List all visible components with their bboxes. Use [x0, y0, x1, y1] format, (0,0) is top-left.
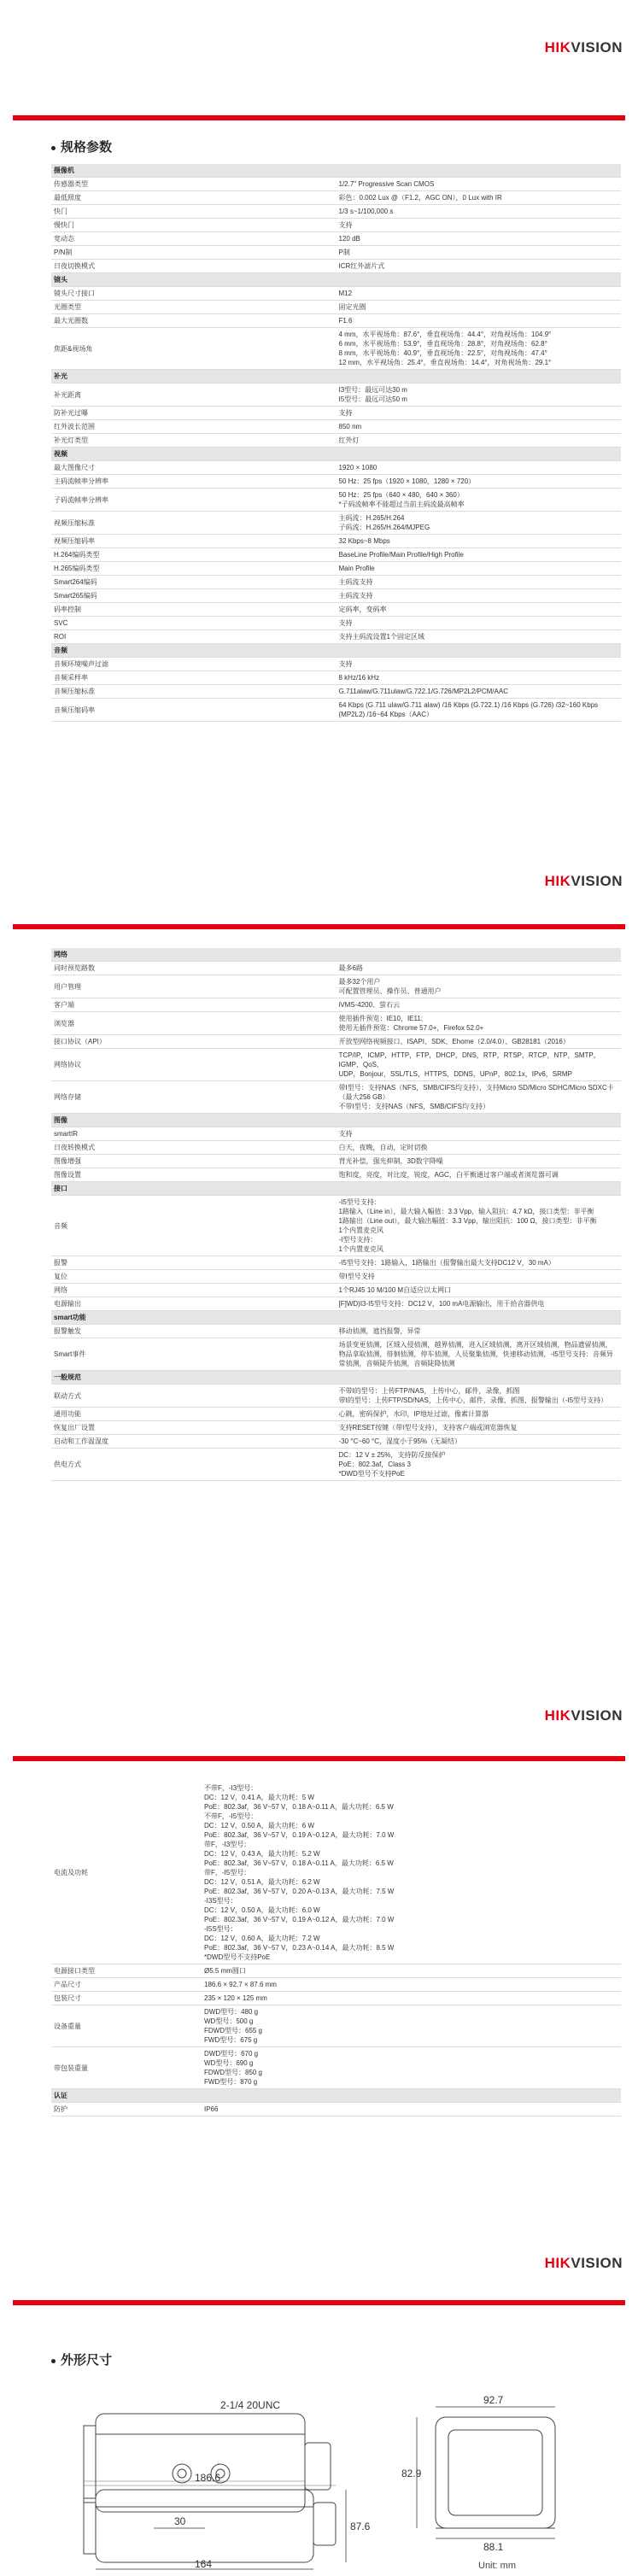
- spec-key: ROI: [51, 630, 337, 644]
- spec-value-line: 支持: [338, 1130, 353, 1138]
- spec-value-line: 最多6路: [338, 964, 363, 972]
- spec-value-line: DC：12 V，0.41 A，最大功耗：5 W: [204, 1794, 314, 1801]
- spec-value-line: 主码流支持: [338, 578, 373, 586]
- spec-key: 视频压缩标准: [51, 512, 337, 535]
- spec-value-line: DC：12 V，0.50 A，最大功耗：6 W: [204, 1822, 314, 1830]
- dim-164: 164: [195, 2558, 213, 2570]
- spec-value-line: 最多32个用户: [338, 978, 381, 986]
- spec-value-line: 1个内置麦克风: [338, 1227, 383, 1234]
- spec-key: 音频压缩码率: [51, 699, 337, 722]
- spec-value-line: 32 Kbps~8 Mbps: [338, 537, 390, 545]
- spec-category: 补光: [51, 370, 621, 383]
- spec-value-line: 支持: [338, 660, 353, 668]
- spec-value-line: 支持: [338, 619, 353, 627]
- spec-value-line: DC：12 V ± 25%，支持防反接保护: [338, 1451, 446, 1459]
- spec-value-line: PoE：802.3af，Class 3: [338, 1461, 411, 1468]
- spec-value-line: 1/3 s~1/100,000 s: [338, 208, 394, 215]
- spec-key: 通用功能: [51, 1408, 337, 1421]
- spec-key: 用户管理: [51, 975, 337, 998]
- spec-value-line: F1.6: [338, 317, 353, 325]
- spec-value-line: 186.6 × 92.7 × 87.6 mm: [204, 1981, 277, 1988]
- spec-value-line: 使用无插件预览：Chrome 57.0+，Firefox 52.0+: [338, 1024, 484, 1032]
- spec-key: 同时预览路数: [51, 962, 337, 975]
- spec-value-line: 背光补偿，强光抑制，3D数字降噪: [338, 1157, 443, 1165]
- spec-value-line: DC：12 V，0.50 A，最大功耗：6.0 W: [204, 1906, 320, 1914]
- spec-category: 视频: [51, 448, 621, 461]
- spec-key: 日夜切换模式: [51, 260, 337, 273]
- spec-value-line: 850 nm: [338, 423, 362, 430]
- spec-category: 音频: [51, 644, 621, 658]
- spec-key: 传感器类型: [51, 178, 337, 191]
- spec-key: 电源输出: [51, 1297, 337, 1311]
- spec-key: 最大光圈数: [51, 314, 337, 328]
- spec-key: 电流及功耗: [51, 1782, 202, 1964]
- spec-category: 一般规范: [51, 1371, 621, 1385]
- spec-value-line: 64 Kbps (G.711 ulaw/G.711 alaw) /16 Kbps (G.722.1) /16 Kbps (G.726) /32~160 Kbps (MP2L2) /16~64 Kbps（AAC）: [338, 701, 599, 718]
- spec-value-line: 50 Hz：25 fps（640 × 480，640 × 360）: [338, 491, 464, 499]
- spec-value-line: 1/2.7" Progressive Scan CMOS: [338, 180, 435, 188]
- spec-key: 防补光过曝: [51, 407, 337, 420]
- spec-value-line: 8 mm，水平视场角：40.9°，垂直视场角：22.5°，对角视场角：47.4°: [338, 349, 547, 357]
- spec-value-line: DC：12 V，0.60 A，最大功耗：7.2 W: [204, 1935, 320, 1942]
- spec-key: 复位: [51, 1270, 337, 1284]
- spec-value-line: PoE：802.3af，36 V~57 V，0.18 A~0.11 A，最大功耗：6.5 W: [204, 1859, 394, 1867]
- spec-key: 音频压缩标准: [51, 685, 337, 699]
- spec-category: 图像: [51, 1114, 621, 1127]
- spec-key: 慢快门: [51, 219, 337, 232]
- spec-value-line: BaseLine Profile/Main Profile/High Profile: [338, 551, 464, 559]
- spec-key: 报警: [51, 1256, 337, 1270]
- spec-value-line: 不带I型号：支持NAS（NFS，SMB/CIFS均支持）: [338, 1103, 489, 1110]
- camera-side-lower-outline: [96, 2490, 313, 2562]
- dim-186: 186.6: [195, 2472, 221, 2484]
- spec-value-line: 120 dB: [338, 235, 360, 243]
- spec-key: 联动方式: [51, 1385, 337, 1408]
- spec-key: 网络协议: [51, 1049, 337, 1081]
- dim-927: 92.7: [483, 2394, 504, 2406]
- spec-key: 音频采样率: [51, 671, 337, 685]
- spec-key: 码率控制: [51, 603, 337, 617]
- spec-value-line: TCP/IP，ICMP，HTTP，FTP，DHCP，DNS，RTP，RTSP，RTCP，NTP，SMTP，IGMP，QoS，: [338, 1051, 600, 1068]
- spec-value-line: 带I型号：支持NAS（NFS，SMB/CIFS均支持），支持Micro SD/Micro SDHC/Micro SDXC卡（最大256 GB）: [338, 1084, 614, 1101]
- spec-value-line: DC：12 V，0.43 A，最大功耗：5.2 W: [204, 1850, 320, 1858]
- spec-key: 快门: [51, 205, 337, 219]
- spec-value-line: 带F，-I5型号：: [204, 1869, 251, 1876]
- spec-category: 摄像机: [51, 164, 621, 178]
- spec-value-line: PoE：802.3af，36 V~57 V，0.20 A~0.13 A，最大功耗：7.5 W: [204, 1888, 395, 1895]
- spec-key: 设备重量: [51, 2005, 202, 2047]
- spec-value-line: PoE：802.3af，36 V~57 V，0.23 A~0.14 A，最大功耗：8.5 W: [204, 1944, 395, 1952]
- spec-key: 最低照度: [51, 191, 337, 205]
- camera-rear-block: [305, 2443, 331, 2490]
- spec-value-line: FDWD型号：850 g: [204, 2069, 263, 2076]
- spec-value-line: *子码流帧率不能超过当前主码流最高帧率: [338, 501, 465, 508]
- spec-key: smartIR: [51, 1127, 337, 1141]
- spec-value-line: PoE：802.3af，36 V~57 V，0.19 A~0.12 A，最大功耗：7.0 W: [204, 1916, 395, 1923]
- spec-category: 镜头: [51, 273, 621, 287]
- camera-side-outline: [96, 2414, 305, 2512]
- spec-key: 音频环境噪声过滤: [51, 658, 337, 671]
- spec-key: 报警触发: [51, 1325, 337, 1338]
- spec-category: 认证: [51, 2089, 621, 2103]
- spec-value-line: 常侦测，音频陡升侦测，音频陡降侦测: [338, 1360, 455, 1367]
- spec-key: 主码流帧率分辨率: [51, 475, 337, 489]
- spec-value-line: Ø5.5 mm圆口: [204, 1967, 246, 1975]
- dim-876: 87.6: [350, 2520, 371, 2532]
- spec-key: 光圈类型: [51, 301, 337, 314]
- spec-value-line: -I5型号支持：1路输入，1路输出（报警输出最大支持DC12 V，30 mA）: [338, 1259, 555, 1267]
- spec-key: 图像增强: [51, 1155, 337, 1168]
- spec-value-line: 不带I的型号：上传FTP/NAS，上传中心，邮件，录像，抓图: [338, 1387, 520, 1395]
- spec-key: 产品尺寸: [51, 1978, 202, 1992]
- spec-value-line: 不带F，-I3型号：: [204, 1784, 258, 1792]
- spec-value-line: PoE：802.3af，36 V~57 V，0.18 A~0.11 A，最大功耗：6.5 W: [204, 1803, 394, 1811]
- hikvision-logo: HIKVISION: [544, 39, 623, 56]
- spec-value-line: 50 Hz：25 fps（1920 × 1080，1280 × 720）: [338, 477, 476, 485]
- spec-value-line: FWD型号：675 g: [204, 2036, 258, 2044]
- spec-key: 网络: [51, 1284, 337, 1297]
- spec-value-line: *DWD型号不支持PoE: [338, 1470, 405, 1478]
- spec-value-line: IP66: [204, 2105, 219, 2113]
- spec-key: 日夜转换模式: [51, 1141, 337, 1155]
- spec-key: 网络存储: [51, 1081, 337, 1114]
- mount-hole-1: [173, 2464, 191, 2483]
- spec-key: 防护: [51, 2103, 202, 2116]
- spec-key: SVC: [51, 617, 337, 630]
- spec-value-line: 1920 × 1080: [338, 464, 378, 471]
- section-title-dimensions: 外形尺寸: [51, 2351, 112, 2368]
- dim-881: 88.1: [483, 2541, 504, 2553]
- spec-value-line: 物品拿取侦测，徘徊侦测，停车侦测，人员聚集侦测，快速移动侦测，-I5型号支持：音频异: [338, 1350, 613, 1358]
- spec-key: H.265编码类型: [51, 562, 337, 576]
- spec-value-line: 固定光圈: [338, 303, 366, 311]
- spec-value-line: -I5型号支持：: [338, 1198, 381, 1206]
- spec-key: 图像设置: [51, 1168, 337, 1182]
- spec-value-line: iVMS-4200、萤石云: [338, 1001, 401, 1009]
- hikvision-logo: HIKVISION: [544, 2255, 623, 2271]
- spec-value-line: 定码率，变码率: [338, 606, 387, 613]
- spec-value-line: 白天，夜晚，自动，定时切换: [338, 1144, 428, 1151]
- spec-value-line: [F]WD)I3-I5型号支持：DC12 V，100 mA电源输出，用于拾音器供电: [338, 1300, 545, 1308]
- spec-value-line: 6 mm，水平视场角：53.9°，垂直视场角：28.8°，对角视场角：62.8°: [338, 340, 547, 348]
- dim-829: 82.9: [401, 2468, 422, 2479]
- spec-key: 浏览器: [51, 1012, 337, 1035]
- spec-value-line: ICR红外滤片式: [338, 262, 385, 270]
- spec-value-line: 8 kHz/16 kHz: [338, 674, 380, 682]
- spec-value-line: 1路输入（Line in），最大输入幅值：3.3 Vpp，输入阻抗：4.7 kΩ，接口类型：非平衡: [338, 1208, 594, 1215]
- spec-key: 宽动态: [51, 232, 337, 246]
- spec-key: 恢复出厂设置: [51, 1421, 337, 1435]
- spec-key: 客户端: [51, 998, 337, 1012]
- spec-value-line: -I3S型号：: [204, 1897, 237, 1905]
- spec-value-line: 可配置管理员、操作员、普通用户: [338, 987, 442, 995]
- spec-key: Smart264编码: [51, 576, 337, 589]
- spec-value-line: -I型号支持：: [338, 1236, 378, 1244]
- spec-value-line: FWD型号：870 g: [204, 2078, 258, 2086]
- spec-value-line: 4 mm，水平视场角：87.6°，垂直视场角：44.4°，对角视场角：104.9°: [338, 331, 552, 338]
- spec-value-line: 1个RJ45 10 M/100 M自适应以太网口: [338, 1286, 452, 1294]
- spec-key: 补光距离: [51, 383, 337, 407]
- spec-key: 供电方式: [51, 1449, 337, 1481]
- spec-value-line: WD型号：690 g: [204, 2059, 254, 2067]
- spec-value-line: DWD型号：480 g: [204, 2008, 259, 2016]
- spec-key: H.264编码类型: [51, 548, 337, 562]
- spec-category: 接口: [51, 1182, 621, 1196]
- spec-value-line: 12 mm，水平视场角：25.4°，垂直视场角：14.4°，对角视场角：29.1°: [338, 359, 552, 366]
- spec-value-line: 使用插件预览：IE10，IE11;: [338, 1015, 424, 1022]
- spec-key: 启动和工作温湿度: [51, 1435, 337, 1449]
- hikvision-logo: HIKVISION: [544, 873, 623, 889]
- spec-value-line: *DWD型号不支持PoE: [204, 1953, 271, 1961]
- spec-value-line: DWD型号：670 g: [204, 2050, 259, 2058]
- spec-value-line: 支持主码流设置1个固定区域: [338, 633, 424, 641]
- spec-key: 补光灯类型: [51, 434, 337, 448]
- dim-30: 30: [174, 2515, 186, 2527]
- spec-key: Smart事件: [51, 1338, 337, 1371]
- spec-value-line: -30 °C~60 °C，湿度小于95%（无凝结）: [338, 1437, 462, 1445]
- spec-value-line: I3型号：最远可达30 m: [338, 386, 407, 394]
- spec-value-line: 主码流支持: [338, 592, 373, 600]
- spec-value-line: PoE：802.3af，36 V~57 V，0.19 A~0.12 A，最大功耗：7.0 W: [204, 1831, 395, 1839]
- camera-front-cap: [84, 2426, 96, 2503]
- spec-key: 视频压缩码率: [51, 535, 337, 548]
- spec-value-line: FDWD型号：655 g: [204, 2027, 263, 2034]
- hikvision-logo: HIKVISION: [544, 1707, 623, 1724]
- spec-value-line: G.711alaw/G.711ulaw/G.722.1/G.726/MP2L2/PCM/AAC: [338, 688, 508, 695]
- unit-label: Unit: mm: [478, 2561, 516, 2571]
- spec-value-line: WD型号：500 g: [204, 2017, 254, 2025]
- spec-value-line: 带I的型号：上传FTP/SD/NAS，上传中心，邮件，录像，抓图，报警输出（-I5型号支持）: [338, 1396, 608, 1404]
- spec-value-line: 心跳，密码保护，水印，IP地址过滤，像素计算器: [338, 1410, 489, 1418]
- spec-key: 焦距&视场角: [51, 328, 337, 370]
- spec-value-line: 彩色：0.002 Lux @（F1.2，AGC ON），0 Lux with IR: [338, 194, 502, 202]
- spec-category: smart功能: [51, 1311, 621, 1325]
- spec-value-line: 主码流：H.265/H.264: [338, 514, 405, 522]
- spec-value-line: 场景变更侦测，区域入侵侦测，越界侦测，进入区域侦测，离开区域侦测，物品遗留侦测，: [338, 1341, 612, 1349]
- spec-key: Smart265编码: [51, 589, 337, 603]
- spec-value-line: 1路输出（Line out），最大输出幅值：3.3 Vpp，输出阻抗：100 Ω，接口类型：非平衡: [338, 1217, 597, 1225]
- spec-value-line: 支持: [338, 409, 353, 417]
- spec-value-line: 饱和度，亮度，对比度，锐度，AGC，白平衡通过客户端或者浏览器可调: [338, 1171, 559, 1179]
- spec-value-line: 子码流：H.265/H.264/MJPEG: [338, 524, 430, 531]
- spec-value-line: 1个内置麦克风: [338, 1245, 383, 1253]
- spec-key: 电源接口类型: [51, 1964, 202, 1978]
- spec-value-line: Main Profile: [338, 565, 375, 572]
- spec-value-line: 235 × 120 × 125 mm: [204, 1994, 267, 2002]
- spec-key: 接口协议（API）: [51, 1035, 337, 1049]
- spec-value-line: 支持RESET按键（带I型号支持），支持客户端或浏览器恢复: [338, 1424, 518, 1431]
- dim-thread: 2-1/4 20UNC: [220, 2399, 281, 2411]
- spec-key: 带包装重量: [51, 2047, 202, 2089]
- spec-value-line: 移动侦测，遮挡报警，异常: [338, 1327, 421, 1335]
- spec-value-line: P制: [338, 249, 350, 256]
- spec-value-line: 红外灯: [338, 436, 360, 444]
- spec-value-line: DC：12 V，0.51 A，最大功耗：6.2 W: [204, 1878, 320, 1886]
- spec-value-line: M12: [338, 290, 353, 297]
- spec-value-line: 不带F，-I5型号：: [204, 1812, 258, 1820]
- spec-value-line: 支持: [338, 221, 353, 229]
- spec-value-line: 带F，-I3型号：: [204, 1841, 251, 1848]
- spec-value-line: UDP，Bonjour，SSL/TLS，HTTPS，DDNS，UPnP，802.1x，IPv6，SRMP: [338, 1070, 572, 1078]
- spec-key: 子码流帧率分辨率: [51, 489, 337, 512]
- camera-front-outline: [436, 2417, 555, 2528]
- spec-key: P/N制: [51, 246, 337, 260]
- section-title-specs: 规格参数: [51, 138, 112, 155]
- spec-key: 镜头尺寸接口: [51, 287, 337, 301]
- spec-key: 包装尺寸: [51, 1992, 202, 2005]
- spec-key: 最大图像尺寸: [51, 461, 337, 475]
- spec-key: 音频: [51, 1196, 337, 1256]
- spec-value-line: 开放型网络视频接口、ISAPI、SDK、Ehome（2.0/4.0）、GB28181（2016）: [338, 1038, 570, 1045]
- spec-key: 红外波长范围: [51, 420, 337, 434]
- spec-value-line: -I5S型号：: [204, 1925, 237, 1933]
- spec-category: 网络: [51, 948, 621, 962]
- spec-value-line: I5型号：最远可达50 m: [338, 395, 407, 403]
- spec-value-line: 带I型号支持: [338, 1273, 375, 1280]
